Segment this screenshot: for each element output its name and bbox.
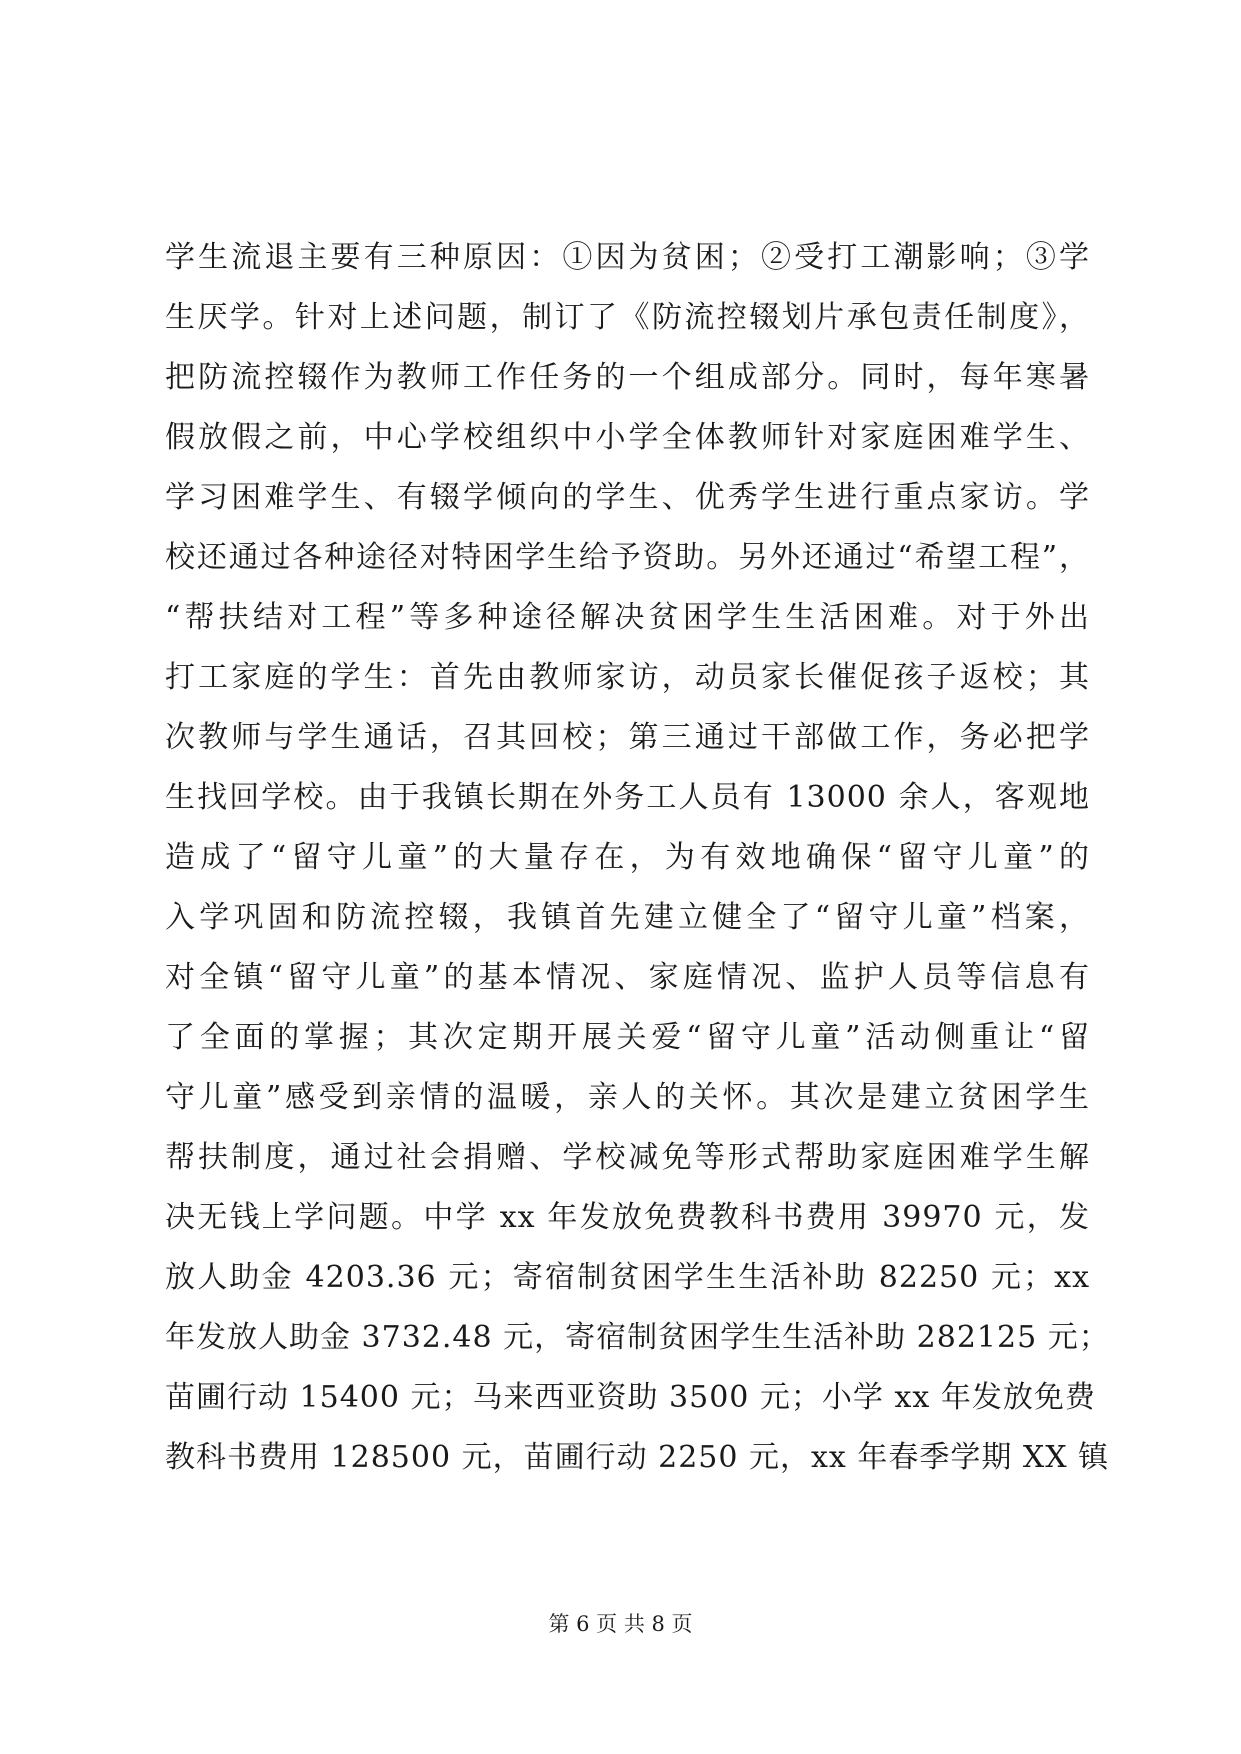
text-line: 入学巩固和防流控辍，我镇首先建立健全了“留守儿童”档案， — [165, 900, 1090, 935]
body-text — [165, 228, 1110, 1488]
text-line: 了全面的掌握；其次定期开展关爱“留守儿童”活动侧重让“留 — [165, 1020, 1090, 1055]
text-line: 年发放人助金 3732.48 元，寄宿制贫困学生生活补助 282125 元； — [165, 1320, 1110, 1355]
text-line: 学习困难学生、有辍学倾向的学生、优秀学生进行重点家访。学 — [165, 480, 1090, 515]
page-number-footer: 第 6 页 共 8 页 — [548, 1612, 693, 1636]
text-line: 教科书费用 128500 元，苗圃行动 2250 元，xx 年春季学期 XX 镇 — [165, 1440, 1110, 1475]
text-line: 假放假之前，中心学校组织中小学全体教师针对家庭困难学生、 — [165, 420, 1090, 455]
text-line: 对全镇“留守儿童”的基本情况、家庭情况、监护人员等信息有 — [165, 960, 1090, 995]
text-line: 生厌学。针对上述问题，制订了《防流控辍划片承包责任制度》， — [165, 300, 1090, 335]
text-line: 生找回学校。由于我镇长期在外务工人员有 13000 余人，客观地 — [165, 780, 1090, 815]
text-line: 校还通过各种途径对特困学生给予资助。另外还通过“希望工程”， — [165, 540, 1090, 575]
text-line: 苗圃行动 15400 元；马来西亚资助 3500 元；小学 xx 年发放免费 — [165, 1380, 1096, 1415]
text-line: 学生流退主要有三种原因：①因为贫困；②受打工潮影响；③学 — [165, 240, 1090, 275]
text-line: 把防流控辍作为教师工作任务的一个组成部分。同时，每年寒暑 — [165, 360, 1090, 395]
text-line: 决无钱上学问题。中学 xx 年发放免费教科书费用 39970 元，发 — [165, 1200, 1090, 1235]
text-line: 次教师与学生通话，召其回校；第三通过干部做工作，务必把学 — [165, 720, 1090, 755]
text-line: “帮扶结对工程”等多种途径解决贫困学生生活困难。对于外出 — [165, 600, 1090, 635]
text-line: 放人助金 4203.36 元；寄宿制贫困学生生活补助 82250 元；xx — [165, 1260, 1090, 1295]
text-line: 打工家庭的学生：首先由教师家访，动员家长催促孩子返校；其 — [165, 660, 1090, 695]
text-line: 帮扶制度，通过社会捐赠、学校减免等形式帮助家庭困难学生解 — [165, 1140, 1090, 1175]
text-line: 造成了“留守儿童”的大量存在，为有效地确保“留守儿童”的 — [165, 840, 1090, 875]
text-line: 守儿童”感受到亲情的温暖，亲人的关怀。其次是建立贫困学生 — [165, 1080, 1090, 1115]
